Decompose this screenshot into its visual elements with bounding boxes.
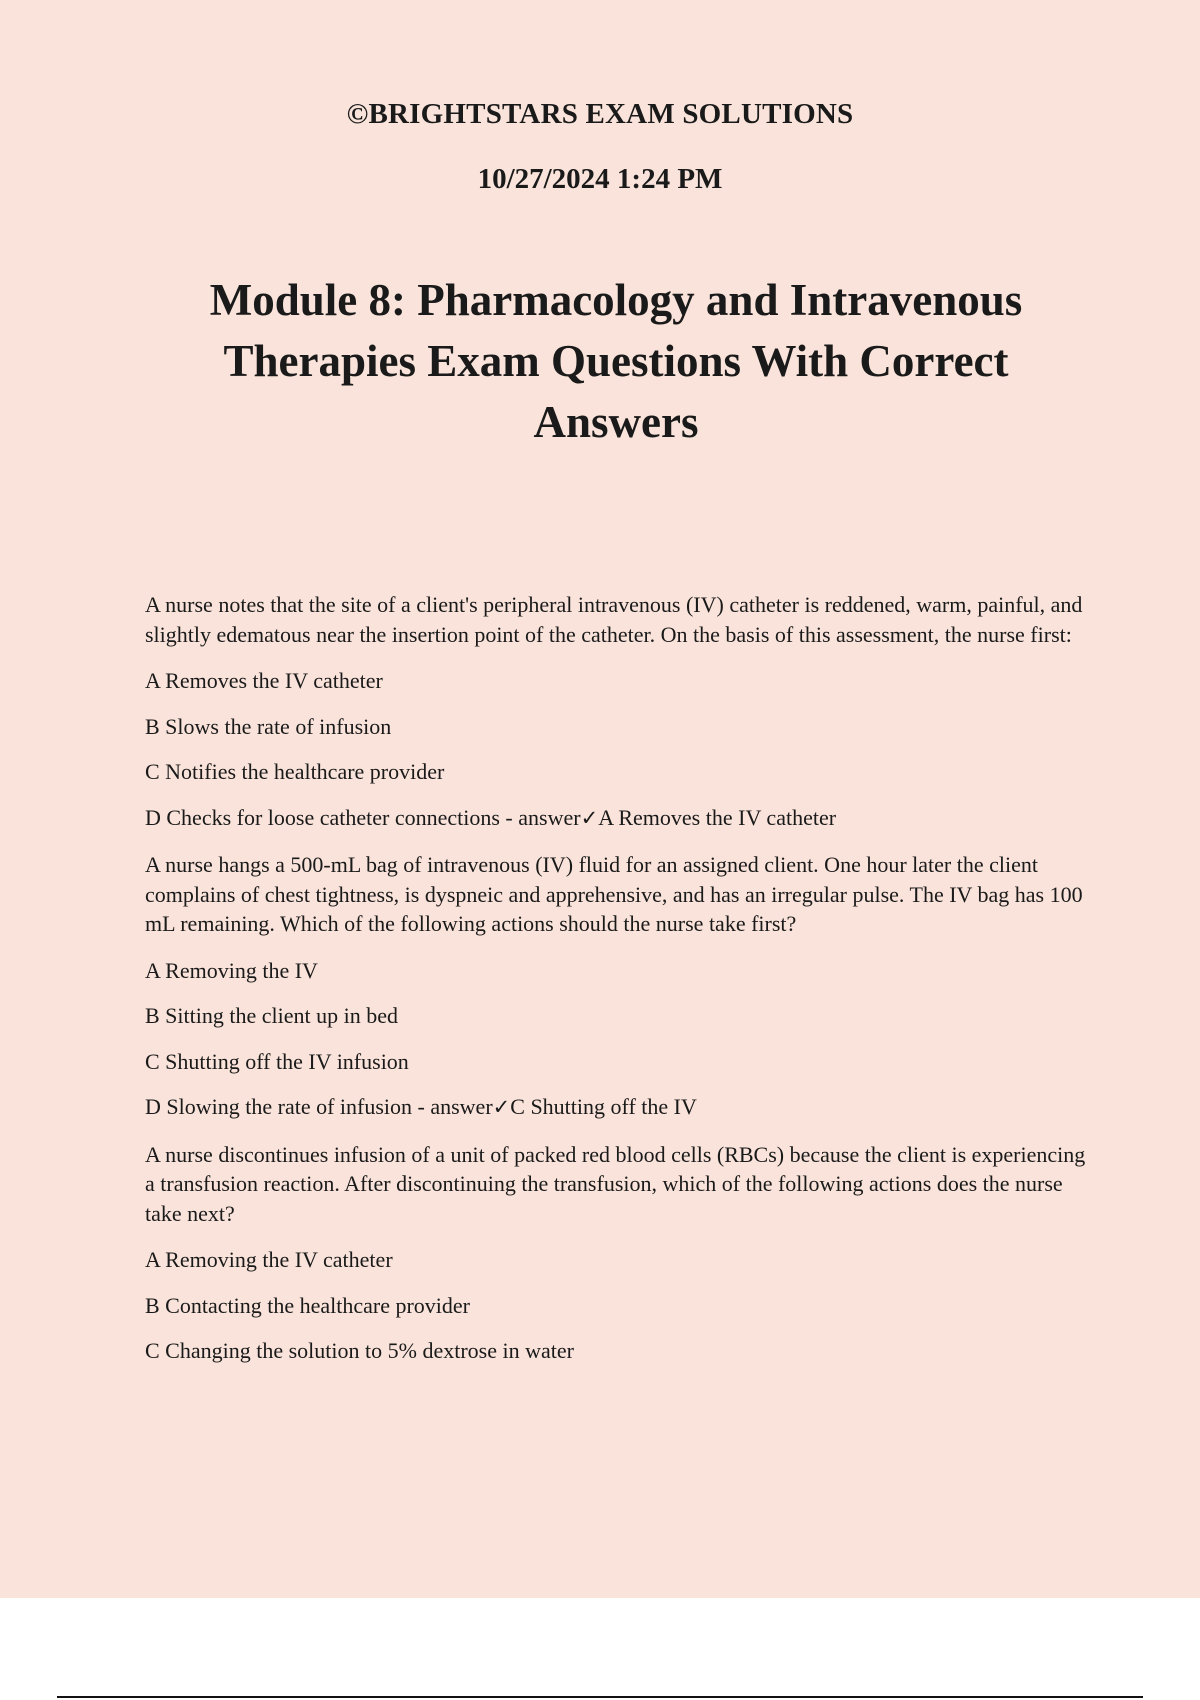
question-stem: A nurse discontinues infusion of a unit of packed red blood cells (RBCs) because the client is experiencing a transfusion reaction. After discontinuing the transfusion, which of the following actions does the nurse take next? [145,1141,1086,1226]
question-stem: A nurse notes that the site of a client's peripheral intravenous (IV) catheter is reddened, warm, painful, and slightly edematous near the insertion point of the catheter. On the basis of this assessment, the nurse first: [145,592,1083,647]
correct-answer: C Shutting off the IV [510,1094,697,1119]
answer-option: C Changing the solution to 5% dextrose in water [145,1338,574,1363]
timestamp: 10/27/2024 1:24 PM [477,163,723,195]
brand-header: ©BRIGHTSTARS EXAM SOLUTIONS [346,98,854,130]
answer-option: A Removing the IV catheter [145,1247,393,1272]
checkmark-icon: ✓ [580,805,599,830]
correct-answer: A Removes the IV catheter [598,804,837,830]
answer-option: A Removing the IV [145,957,318,983]
checkmark-icon: ✓ [492,1095,511,1119]
answer-option: B Contacting the healthcare provider [145,1292,470,1318]
page-divider [57,1696,1143,1698]
answer-option-with-key [145,1092,1095,1123]
question-stem: A nurse hangs a 500-mL bag of intravenous (IV) fluid for an assigned client. One hour later the client complains of chest tightness, is dyspneic and apprehensive, and has an irregular pulse. The IV bag has 100 mL remaining. Which of the following actions should the nurse take first? [145,852,1083,936]
answer-option: B Slows the rate of infusion [145,713,392,739]
answer-option: A Removes the IV catheter [145,668,383,693]
answer-option-text: D Slowing the rate of infusion - answer [145,1094,493,1119]
answer-option: B Sitting the client up in bed [145,1003,398,1028]
document-title: Module 8: Pharmacology and Intravenous Therapies Exam Questions With Correct Answers [209,275,1023,447]
answer-option-with-key [145,803,1095,834]
question-list [145,590,1095,1382]
answer-option-text: D Checks for loose catheter connections - answer [145,804,581,830]
answer-option: C Notifies the healthcare provider [145,759,445,784]
answer-option: C Shutting off the IV infusion [145,1048,409,1074]
